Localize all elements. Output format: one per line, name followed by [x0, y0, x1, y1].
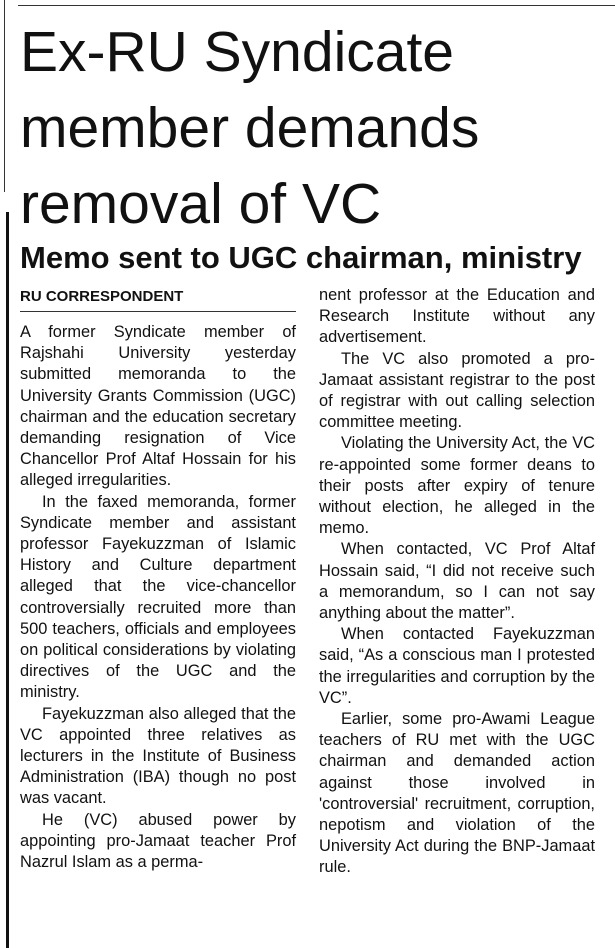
paragraph: When contacted Fayekuzzman said, “As a conscious man I protested the irregularities and corruption by the VC”. [319, 625, 595, 707]
headline-line-2: member demands [20, 96, 480, 160]
paragraph: A former Syndicate member of Rajshahi University yesterday submitted memoranda to the University Grants Commission (UGC) chairman and the education secretary demanding resignation of Vice Chancellor Prof Altaf Hossain for his alleged irregularities. [20, 323, 296, 490]
byline-rule [20, 311, 296, 312]
paragraph: Violating the University Act, the VC re-appointed some former deans to their posts after expiry of tenure without election, he alleged in the memo. [319, 434, 595, 538]
left-rule [4, 0, 5, 192]
headline [20, 14, 610, 242]
paragraph: Earlier, some pro-Awami League teachers of RU met with the UGC chairman and demanded action against those involved in 'controversial' recruitment, corruption, nepotism and violation of the University Act during the BNP-Jamaat rule. [319, 710, 595, 877]
paragraph: nent professor at the Education and Research Institute without any advertisement. [319, 286, 595, 347]
headline-line-1: Ex-RU Syndicate [20, 20, 454, 84]
paragraph: He (VC) abused power by appointing pro-Jamaat teacher Prof Nazrul Islam as a perma- [20, 810, 296, 872]
paragraph: The VC also promoted a pro-Jamaat assistant registrar to the post of registrar with out calling selection committee meeting. [319, 349, 595, 432]
paragraph: In the faxed memoranda, former Syndicate member and assistant professor Fayekuzzman of Islamic History and Culture department alleged that the vice-chancellor controversially recruited more than 500 teachers, officials and employees on political considerations by violating directives of the UGC and the ministry. [20, 492, 296, 702]
headline-line-3: removal of VC [20, 172, 382, 236]
top-rule [18, 5, 615, 6]
paragraph: Fayekuzzman also alleged that the VC appointed three relatives as lecturers in the Institute of Business Administration (IBA) though no post was vacant. [20, 704, 296, 808]
paragraph: When contacted, VC Prof Altaf Hossain said, “I did not receive such a memorandum, so I can not say anything about the matter”. [319, 540, 595, 623]
left-thick-rule [6, 212, 9, 948]
byline: RU CORRESPONDENT [20, 288, 184, 305]
article-column-2 [319, 285, 595, 879]
article-column-1 [20, 322, 296, 873]
subheadline: Memo sent to UGC chairman, ministry [20, 240, 582, 275]
